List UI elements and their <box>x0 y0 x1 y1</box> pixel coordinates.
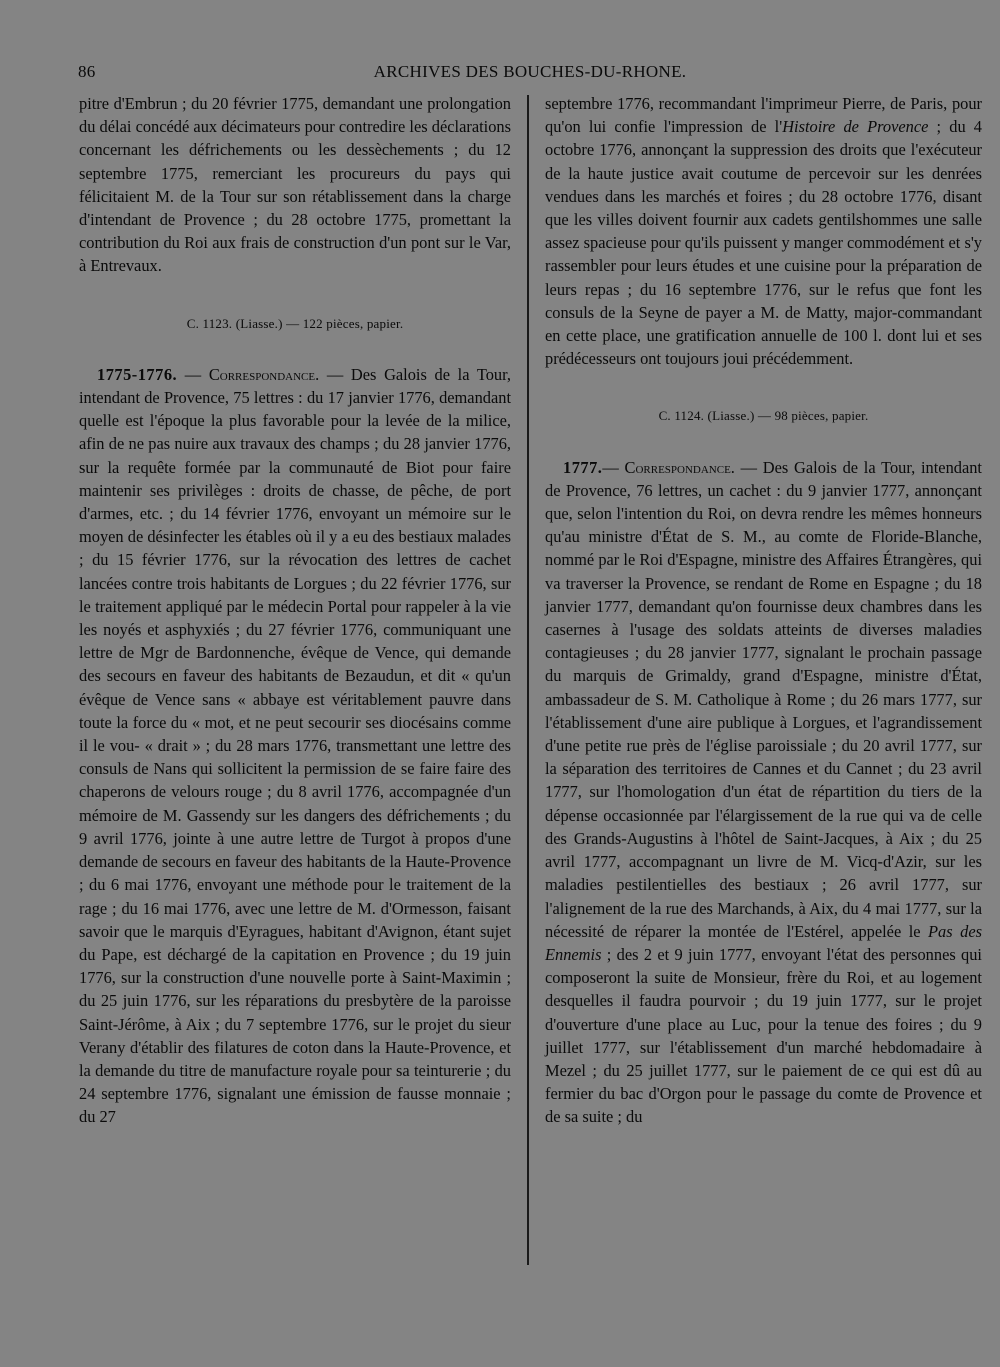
entry-year: 1777. <box>563 457 603 477</box>
entry-text: — Des Galois de la Tour, intendant de Provence, 75 lettres : du 17 janvier 1776, demandant quelle est l'époque la plus favorable pour la levée de la milice, afin de ne pas nuire aux travaux des champs ; du 28 janvier 1776, sur la requête formée par la communauté de Biot pour faire maintenir ses privilèges : droits de chasse, de pêche, de port d'armes, etc. ; du 14 février 1776, envoyant un mémoire sur le moyen de désinfecter les étables où il y a eu des bestiaux malades ; du 15 février 1776, sur la révocation des lettres de cachet lancées contre trois habitants de Lorgues ; du 22 février 1776, sur le traitement appliqué par le médecin Portal pour rappeler à la vie les noyés et asphyxiés ; du 27 février 1776, communiquant une lettre de Mgr de Bardonnenche, évêque de Vence, qui demande des secours en faveur des habitants de Bezaudun, et dit « qu'un évêque de Vence sans « abbaye est véritablement pauvre dans toute la force du « mot, et ne peut secourir ses diocésains comme il le vou- « drait » ; du 28 mars 1776, transmettant une lettre des consuls de Nans qui sollicitent la permission de se faire faire des chaperons de velours rouge ; du 8 avril 1776, accompagnée d'un mémoire de M. Gassendy sur les dangers des défrichements ; du 9 avril 1776, jointe à une autre lettre de Turgot à propos d'une demande de secours en faveur des habitants de la Haute-Provence ; du 6 mai 1776, envoyant une méthode pour le traitement de la rage ; du 16 mai 1776, avec une lettre de M. d'Ormesson, faisant savoir que le marquis d'Eyragues, habitant d'Avignon, étant sujet du Pape, est déchargé de la capitation en Provence ; du 19 juin 1776, sur la construction d'une nouvelle porte à Saint-Maximin ; du 25 juin 1776, sur les réparations du presbytère de la paroisse Saint-Jérôme, à Aix ; du 7 septembre 1776, sur le projet du sieur Verany d'établir des filatures de coton dans la Haute-Provence, et la demande du titre de manufacture royale pour sa teinturerie ; du 24 septembre 1776, signalant une émission de fausse monnaie ; du 27 <box>79 364 511 1127</box>
archive-reference-c1123: C. 1123. (Liasse.) — 122 pièces, papier. <box>186 315 404 331</box>
running-header <box>78 62 982 86</box>
page-number: 86 <box>78 62 96 81</box>
left-column <box>79 92 511 1129</box>
right-continuation-paragraph <box>545 92 982 370</box>
entry-heading: Correspondance. <box>624 457 735 477</box>
entry-text-part-2: ; des 2 et 9 juin 1777, envoyant l'état des personnes qui composeront la suite de Monsieur, frère du Roi, et au logement desquelles il faudra pourvoir ; du 19 juin 1777, sur le projet d'ouverture d'une place au Luc, pour la tenue des foires ; du 9 juillet 1777, sur l'établissement d'un marché hebdomadaire à Mezel ; du 25 juillet 1777, sur le paiement de ce qui est dû au fermier du bac d'Orgon pour le passage du comte de Provence et de sa suite ; du <box>545 944 982 1127</box>
italic-place-name: Pas des Ennemis <box>545 921 982 964</box>
entry-dash: — <box>177 364 209 384</box>
left-intro-paragraph: pitre d'Embrun ; du 20 février 1775, demandant une prolongation du délai concédé aux décimateurs pour contredire les déclarations concernant les défrichements ou les dessèchements ; du 12 septembre 1775, remerciant les procureurs du pays qui félicitaient M. de la Tour sur son rétablissement dans la charge d'intendant de Provence ; du 28 octobre 1775, promettant la contribution du Roi aux frais de construction d'un pont sur le Var, à Entrevaux. <box>79 94 511 276</box>
entry-paragraph-1775-1776 <box>79 363 511 1129</box>
entry-heading: Correspondance. <box>208 364 320 384</box>
entry-dash: — <box>602 457 625 477</box>
continuation-text-end: ; du 4 octobre 1776, annonçant la suppression des droits que l'exécuteur de la haute justice avait coutume de percevoir sur les denrées vendues dans les marchés et foires ; du 28 octobre 1776, disant que les villes doivent fournir aux cadets gentilshommes une salle assez spacieuse pour qu'ils puissent y manger commodément et s'y rassembler pour leurs études et une cuisine pour la préparation de leurs repas ; du 16 septembre 1776, sur le refus que font les consuls de la Seyne de payer a M. de Matty, major-commandant en cette place, une gratification annuelle de 100 l. dont lui et ses prédécesseurs ont toujours joui précédemment. <box>545 117 983 369</box>
entry-text-part-1: — Des Galois de la Tour, intendant de Provence, 76 lettres, un cachet : du 9 janvier 1777, annonçant que, selon l'intention du Roi, on devra rendre les mêmes honneurs qu'au ministre d'État de S. M., au comte de Floride-Blanche, nommé par le Roi d'Espagne, ministre des Affaires Étrangères, qui va traverser la Provence, se rendant de Rome en Espagne ; du 18 janvier 1777, demandant qu'on fournisse deux chambres dans les casernes à l'usage des soldats atteints de diverses maladies contagieuses ; du 28 janvier 1777, signalant le prochain passage du marquis de Grimaldy, grand d'Espagne, ministre d'État, ambassadeur de S. M. Catholique à Rome ; du 26 mars 1777, sur l'établissement d'une aire publique à Lorgues, et l'agrandissement d'une petite rue près de l'église paroissiale ; du 20 avril 1777, sur la séparation des territoires de Cannes et du Cannet ; du 23 avril 1777, sur l'homologation d'un état de répartition du tiers de la dépense occasionnée par l'élargissement de la rue qui va de celle des Grands-Augustins à l'hôtel de Saint-Jacques, à Aix ; du 25 avril 1777, accompagnant un livre de M. Vicq-d'Azir, sur les maladies pestilentielles des bestiaux ; 26 avril 1777, sur l'alignement de la rue des Marchands, à Aix, du 4 mai 1777, sur la nécessité de réparer la montée de l'Estérel, appelée le <box>545 457 982 941</box>
entry-paragraph-1777 <box>545 456 982 1129</box>
continuation-text-start: septembre 1776, recommandant l'imprimeur Pierre, de Paris, pour qu'on lui confie l'impression de l' <box>545 94 982 137</box>
entry-year: 1775-1776. <box>97 364 178 384</box>
right-column <box>545 92 982 1129</box>
archive-reference-c1124: C. 1124. (Liasse.) — 98 pièces, papier. <box>658 408 869 424</box>
column-divider <box>527 95 529 1265</box>
italic-book-title: Histoire de Provence <box>782 117 929 137</box>
header-title: ARCHIVES DES BOUCHES-DU-RHONE. <box>373 62 687 81</box>
